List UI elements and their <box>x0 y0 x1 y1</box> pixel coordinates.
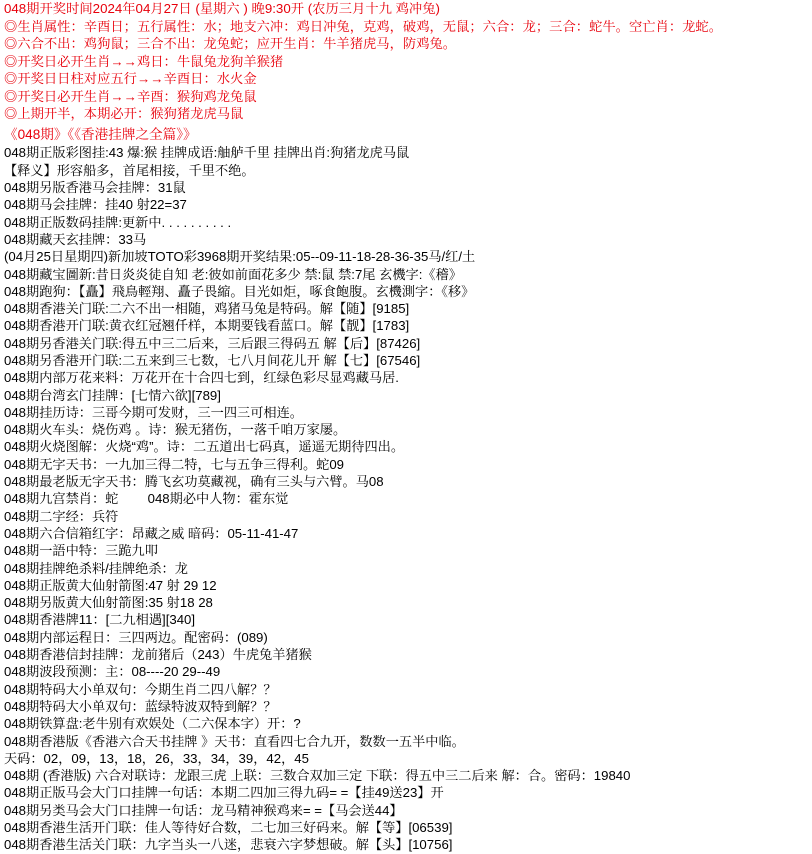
content-line-40: 048期香港生活开门联：佳人等待好合数，二七加三好码来。解【等】[06539] <box>4 820 453 836</box>
content-line-28: 048期香港牌11：[二九相遇][340] <box>4 612 196 628</box>
content-line-11: 048期香港开门联:黄衣红冠翘仟样，本期要钱看蓝口。解【靓】[1783] <box>4 318 410 334</box>
content-line-24: 048期一語中特：三跪九叩 <box>4 543 158 559</box>
content-line-41: 048期香港生活关门联：九字当头一八迷，悲衰六字梦想破。解【头】[10756] <box>4 837 453 853</box>
content-line-3: 048期另版香港马会挂牌：31鼠 <box>4 180 186 196</box>
attribute-line-5: ◎开奖日必开生肖→→辛酉：猴狗鸡龙兔鼠 <box>4 88 257 104</box>
attribute-line-2: ◎六合不出：鸡狗鼠；三合不出：龙兔蛇；应开生肖：牛羊猪虎马，防鸡兔。 <box>4 36 457 52</box>
content-line-5: 048期正版数码挂牌:更新中. . . . . . . . . . <box>4 214 232 230</box>
content-line-21: 048期九宫禁肖：蛇 048期必中人物：霍东觉 <box>4 491 289 507</box>
content-line-33: 048期特码大小单双句：蓝绿特波双特到解？？ <box>4 698 277 714</box>
content-line-29: 048期内部运程日：三四两边。配密码：(089) <box>4 629 268 645</box>
attribute-line-6: ◎上期开半，本期必开：猴狗猪龙虎马鼠 <box>4 106 244 122</box>
content-line-35: 048期香港版《香港六合天书挂牌 》天书：直看四七合九开，数数一五半中临。 <box>4 733 465 749</box>
content-line-14: 048期内部万花来料：万花开在十合四七到，红绿色彩尽显鸡藏马居. <box>4 370 399 386</box>
content-line-7: (04月25日星期四)新加坡TOTO彩3968期开奖结果:05--09-11-18-28-36-35马/红/土 <box>4 249 476 265</box>
content-line-31: 048期波段预测：主：08----20 29--49 <box>4 664 221 680</box>
content-line-6: 048期藏天玄挂牌：33马 <box>4 231 147 247</box>
content-line-23: 048期六合信箱红字：昂藏之威 暗码：05-11-41-47 <box>4 525 299 541</box>
content-line-25: 048期挂牌绝杀料/挂牌绝杀：龙 <box>4 560 188 576</box>
content-line-1: 048期正版彩图挂:43 爆:猴 挂牌成语:舳舻千里 挂牌出肖:狗猪龙虎马鼠 <box>4 145 410 161</box>
content-line-13: 048期另香港开门联:二五来到三七数，七八月间花儿开 解【七】[67546] <box>4 353 421 368</box>
content-line-9: 048期跑狗：【矗】飛鳥輕翔、矗子畏縮。目光如炬，啄食飽腹。玄機測字：《移》 <box>4 283 475 299</box>
attribute-line-4: ◎开奖日日柱对应五行→→辛酉日：水火金 <box>4 71 257 87</box>
content-line-30: 048期香港信封挂牌：龙前猪后（243）牛虎兔羊猪猴 <box>4 647 312 663</box>
content-line-18: 048期火烧图解：火烧“鸡”。诗：二五道出七码真，遥遥无期待四出。 <box>4 439 405 455</box>
content-line-37: 048期 (香港版) 六合对联诗：龙跟三虎 上联：三数合双加三定 下联：得五中三二后来 解：合。密码：19840 <box>4 768 631 784</box>
content-line-27: 048期另版黄大仙射箭图:35 射18 28 <box>4 595 213 611</box>
content-line-32: 048期特码大小单双句：今期生肖二四八解？？ <box>4 681 277 697</box>
content-line-15: 048期台湾玄门挂牌：[七情六欲][789] <box>4 387 221 403</box>
content-line-16: 048期挂历诗：三哥今期可发财，三一四三可相连。 <box>4 404 303 420</box>
draw-time-header: 048期开奖时间2024年04月27日 (星期六 ) 晚9:30开 (农历三月十九 鸡冲兔) <box>4 1 440 16</box>
content-line-17: 048期火车头：烧伤鸡 。诗：猴无猪伤，一落千咱万家屡。 <box>4 422 347 438</box>
content-line-4: 048期马会挂牌：挂40 射22=37 <box>4 197 187 213</box>
content-line-36: 天码：02，09，13，18，26，33，34，39，42，45 <box>4 750 309 766</box>
content-line-20: 048期最老版无字天书：腾飞玄功莫藏视，确有三头与六臂。马08 <box>4 474 384 490</box>
attribute-line-1: ◎生肖属性：辛酉日；五行属性：水；地支六冲：鸡日冲兔，克鸡，破鸡，无鼠；六合：龙；三合：蛇牛。空亡肖：龙蛇。 <box>4 19 723 34</box>
content-line-26: 048期正版黄大仙射箭图:47 射 29 12 <box>4 577 217 593</box>
content-line-19: 048期无字天书：一九加三得二特，七与五争三得利。蛇09 <box>4 456 344 472</box>
page-title: 《048期》《《香港挂牌之全篇》》 <box>4 127 197 143</box>
content-line-22: 048期二字经：兵符 <box>4 508 119 524</box>
content-line-34: 048期铁算盘:老牛别有欢娱处（二六保本字）开：? <box>4 716 301 732</box>
content-line-38: 048期正版马会大门口挂牌一句话：本期二四加三得九码= =【挂49送23】开 <box>4 785 444 801</box>
content-line-12: 048期另香港关门联:得五中三二后来，三后跟三得码五 解【后】[87426] <box>4 335 421 351</box>
content-line-39: 048期另类马会大门口挂牌一句话：龙马精神猴鸡来= =【马会送44】 <box>4 802 403 818</box>
attribute-line-3: ◎开奖日必开生肖→→鸡日：牛鼠兔龙狗羊猴猪 <box>4 53 284 69</box>
content-line-8: 048期藏宝圖新:昔日炎炎徒自知 老:彼如前面花多少 禁:鼠 禁:7尾 玄機字:《稽》 <box>4 266 462 282</box>
content-line-10: 048期香港关门联:二六不出一相随，鸡猪马兔是特码。解【随】[9185] <box>4 301 410 317</box>
content-line-2: 【释义】形容船多，首尾相接，千里不绝。 <box>4 162 255 178</box>
